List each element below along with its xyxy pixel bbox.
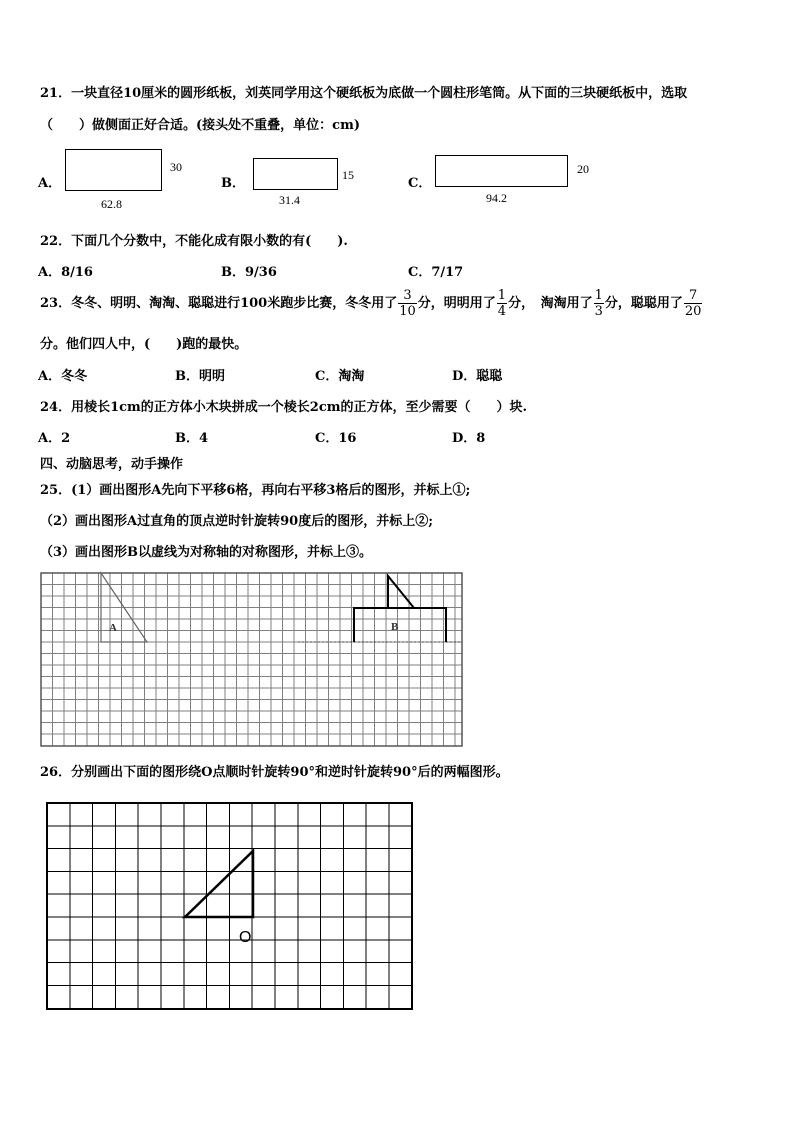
q22-option-c: C．7/17 [408, 265, 464, 280]
q25-part3: （3）画出图形B以虚线为对称轴的对称图形，并标上③。 [40, 545, 373, 560]
q25-grid-figure [38, 570, 466, 750]
q23-line2: 分。他们四人中，( )跑的最快。 [40, 337, 248, 352]
q23-part2: 分，明明用了 [417, 296, 496, 311]
q25-grid-border [41, 573, 462, 746]
q26-stem: 26．分别画出下面的图形绕O点顺时针旋转90°和逆时针旋转90°后的两幅图形。 [40, 765, 509, 780]
q21-option-c-height: 20 [577, 162, 589, 176]
q25-part1: 25．(1）画出图形A先向下平移6格，再向右平移3格后的图形，并标上①; [40, 483, 471, 498]
q21-option-b-rectangle [253, 158, 338, 190]
q24-stem: 24．用棱长1cm的正方体小木块拼成一个棱长2cm的正方体，至少需要（ ）块. [40, 400, 528, 415]
q23-fraction-dongdong-numerator: 3 [398, 288, 417, 304]
q23-fraction-dongdong-denominator: 10 [399, 304, 416, 319]
q23-fraction-mingming-numerator: 1 [497, 288, 507, 303]
q23-fraction-taotao [594, 288, 604, 319]
q23-option-d: D．聪聪 [452, 369, 503, 384]
q23-fraction-mingming-denominator: 4 [497, 304, 507, 319]
q21-option-b-label: B． [221, 176, 245, 191]
q21-option-a-label: A． [38, 176, 62, 191]
shape-b-top-triangle [388, 576, 414, 608]
q23-fraction-taotao-numerator: 1 [594, 288, 603, 303]
q23-fraction-congcong-numerator: 7 [684, 288, 703, 304]
q23-option-b: B．明明 [175, 369, 225, 384]
q24-option-c: C．16 [315, 431, 357, 446]
shape-a-label: A [109, 622, 117, 634]
q21-option-a-height: 30 [170, 160, 182, 174]
q23-fraction-dongdong [398, 288, 417, 319]
q21-line1: 21．一块直径10厘米的圆形纸板，刘英同学用这个硬纸板为底做一个圆柱形笔筒。从下面的三块硬纸板中，选取 [40, 86, 688, 101]
q23-fraction-congcong-denominator: 20 [684, 304, 702, 319]
q23-part4: 分，聪聪用了 [604, 296, 683, 311]
q21-option-a-rectangle [65, 149, 162, 191]
q23-line1 [40, 286, 703, 322]
q23-fraction-taotao-denominator: 3 [594, 304, 603, 319]
q22-option-a: A．8/16 [38, 265, 93, 280]
q24-option-a: A．2 [38, 431, 71, 446]
q23-part1: 23．冬冬、明明、淘淘、聪聪进行100米跑步比赛，冬冬用了 [40, 296, 398, 311]
q22-option-b: B．9/36 [221, 265, 277, 280]
q21-option-c-width: 94.2 [486, 191, 507, 205]
q24-option-d: D．8 [452, 431, 486, 446]
right-triangle-shape [185, 851, 253, 917]
q21-option-c-rectangle [435, 155, 568, 187]
q23-option-a: A．冬冬 [38, 369, 88, 384]
q23-fraction-mingming [497, 288, 507, 319]
q25-part2: （2）画出图形A过直角的顶点逆时针旋转90度后的图形，并标上②; [40, 514, 434, 529]
rotation-center-o-label: O [239, 929, 252, 946]
q21-option-b-width: 31.4 [279, 193, 300, 207]
q26-grid-figure [45, 800, 415, 1012]
q22-stem: 22．下面几个分数中，不能化成有限小数的有( ). [40, 234, 348, 249]
q23-part3: 分， 淘淘用了 [508, 296, 593, 311]
q21-option-a-width: 62.8 [101, 197, 122, 211]
q24-option-b: B．4 [175, 431, 209, 446]
shape-b-label: B [391, 621, 399, 633]
section-heading: 四、动脑思考，动手操作 [40, 457, 184, 472]
q23-fraction-congcong [684, 288, 703, 319]
q21-option-b-height: 15 [342, 168, 354, 182]
q21-option-c-label: C． [408, 176, 432, 191]
q23-option-c: C．淘淘 [315, 369, 365, 384]
q21-line2: （ ）做侧面正好合适。(接头处不重叠，单位：cm) [40, 118, 360, 133]
